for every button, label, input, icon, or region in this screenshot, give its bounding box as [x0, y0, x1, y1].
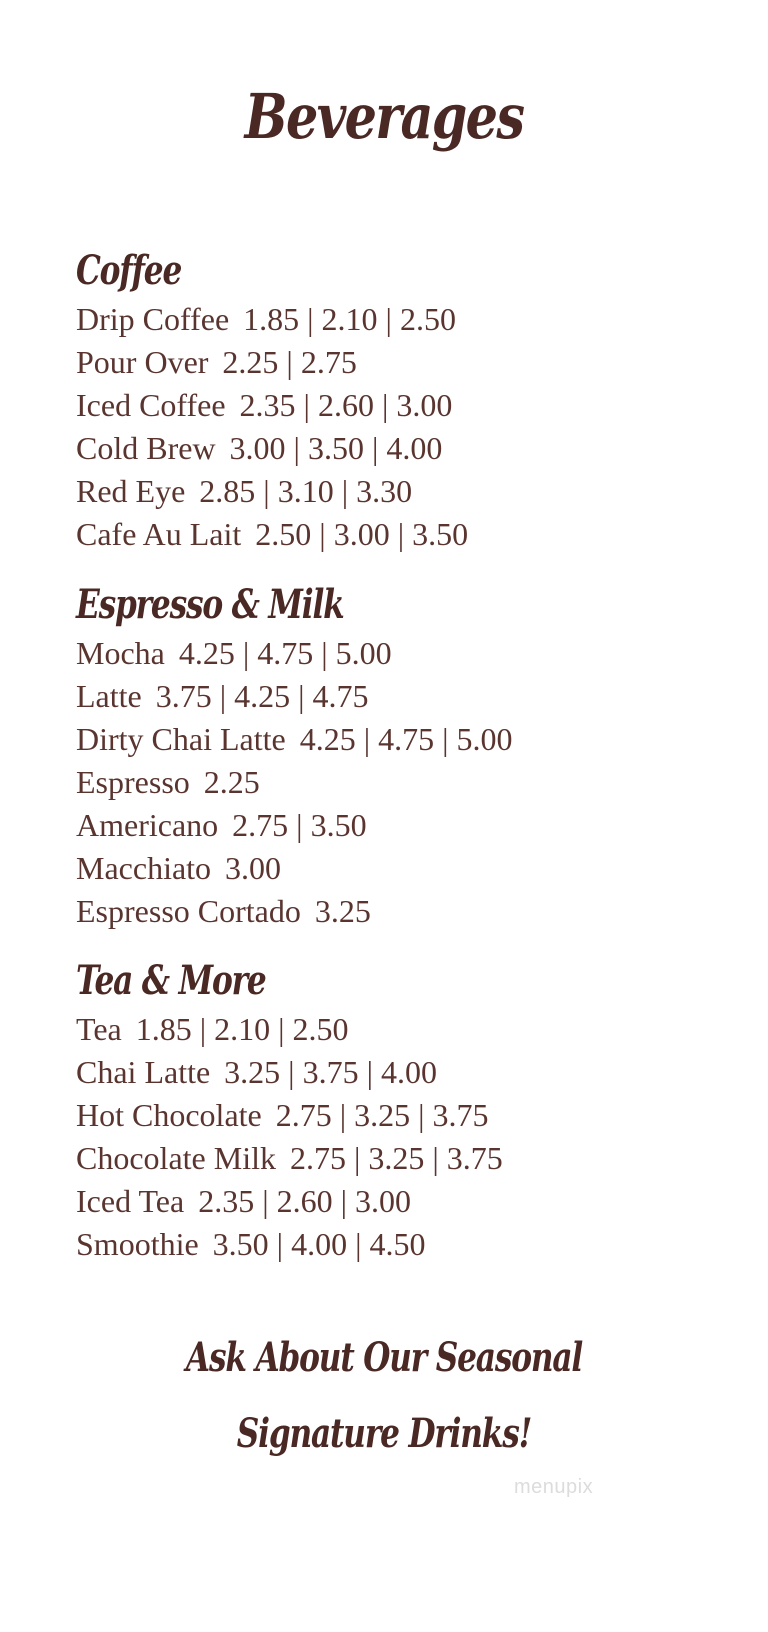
- item-name: Latte: [76, 678, 142, 714]
- section-heading: Espresso & Milk: [76, 581, 344, 628]
- section-espresso-milk: [76, 582, 736, 933]
- item-name: Iced Tea: [76, 1183, 185, 1219]
- menu-item: [76, 1223, 736, 1266]
- item-name: Macchiato: [76, 850, 212, 886]
- item-name: Chocolate Milk: [76, 1140, 276, 1176]
- section-coffee: [76, 248, 736, 556]
- menu-item: [76, 890, 736, 933]
- item-prices: 2.35 | 2.60 | 3.00: [198, 1183, 412, 1219]
- footer-line-1: Ask About Our Seasonal: [185, 1334, 583, 1381]
- menu-item: [76, 632, 736, 675]
- item-prices: 4.25 | 4.75 | 5.00: [299, 721, 513, 757]
- item-name: Smoothie: [76, 1226, 199, 1262]
- item-name: Mocha: [76, 635, 165, 671]
- item-name: Cafe Au Lait: [76, 516, 242, 552]
- item-prices: 2.35 | 2.60 | 3.00: [239, 387, 453, 423]
- item-name: Espresso Cortado: [76, 893, 301, 929]
- menu-item: [76, 761, 736, 804]
- item-prices: 3.00: [225, 850, 282, 886]
- watermark-logo: menupix: [514, 1476, 594, 1498]
- item-prices: 2.75 | 3.25 | 3.75: [289, 1140, 503, 1176]
- item-prices: 3.25 | 3.75 | 4.00: [224, 1054, 437, 1090]
- menu-item: [76, 718, 736, 761]
- item-name: Chai Latte: [76, 1054, 211, 1090]
- item-name: Cold Brew: [76, 430, 216, 466]
- menu-item: [76, 384, 736, 427]
- item-prices: 2.50 | 3.00 | 3.50: [255, 516, 469, 552]
- item-name: Espresso: [76, 764, 190, 800]
- section-tea-more: [76, 958, 736, 1266]
- menu-item: [76, 675, 736, 718]
- item-prices: 3.25: [314, 893, 371, 929]
- item-prices: 3.75 | 4.25 | 4.75: [155, 678, 369, 714]
- section-heading: Coffee: [76, 247, 182, 294]
- item-name: Americano: [76, 807, 219, 843]
- menu-item: [76, 298, 736, 341]
- item-prices: 2.25 | 2.75: [222, 344, 357, 380]
- menu-item: [76, 847, 736, 890]
- menu-item: [76, 1180, 736, 1223]
- menu-item: [76, 513, 736, 556]
- item-prices: 2.25: [203, 764, 260, 800]
- menu-item: [76, 1008, 736, 1051]
- item-name: Dirty Chai Latte: [76, 721, 286, 757]
- item-prices: 2.75 | 3.25 | 3.75: [275, 1097, 489, 1133]
- menu-item: [76, 1051, 736, 1094]
- page-title: Beverages: [244, 80, 524, 153]
- item-name: Iced Coffee: [76, 387, 226, 423]
- section-heading: Tea & More: [76, 957, 266, 1004]
- menu-item: [76, 1137, 736, 1180]
- menu-item: [76, 804, 736, 847]
- item-prices: 4.25 | 4.75 | 5.00: [178, 635, 392, 671]
- item-prices: 1.85 | 2.10 | 2.50: [135, 1011, 349, 1047]
- item-prices: 3.00 | 3.50 | 4.00: [229, 430, 443, 466]
- item-name: Hot Chocolate: [76, 1097, 262, 1133]
- item-name: Drip Coffee: [76, 301, 230, 337]
- item-prices: 1.85 | 2.10 | 2.50: [243, 301, 456, 337]
- menu-item: [76, 1094, 736, 1137]
- menu-item: [76, 427, 736, 470]
- item-name: Tea: [76, 1011, 122, 1047]
- menu-item: [76, 470, 736, 513]
- item-prices: 2.85 | 3.10 | 3.30: [199, 473, 413, 509]
- menu-item: [76, 341, 736, 384]
- footer-line-2: Signature Drinks!: [236, 1410, 532, 1457]
- item-prices: 2.75 | 3.50: [232, 807, 367, 843]
- item-name: Pour Over: [76, 344, 209, 380]
- item-name: Red Eye: [76, 473, 186, 509]
- item-prices: 3.50 | 4.00 | 4.50: [212, 1226, 426, 1262]
